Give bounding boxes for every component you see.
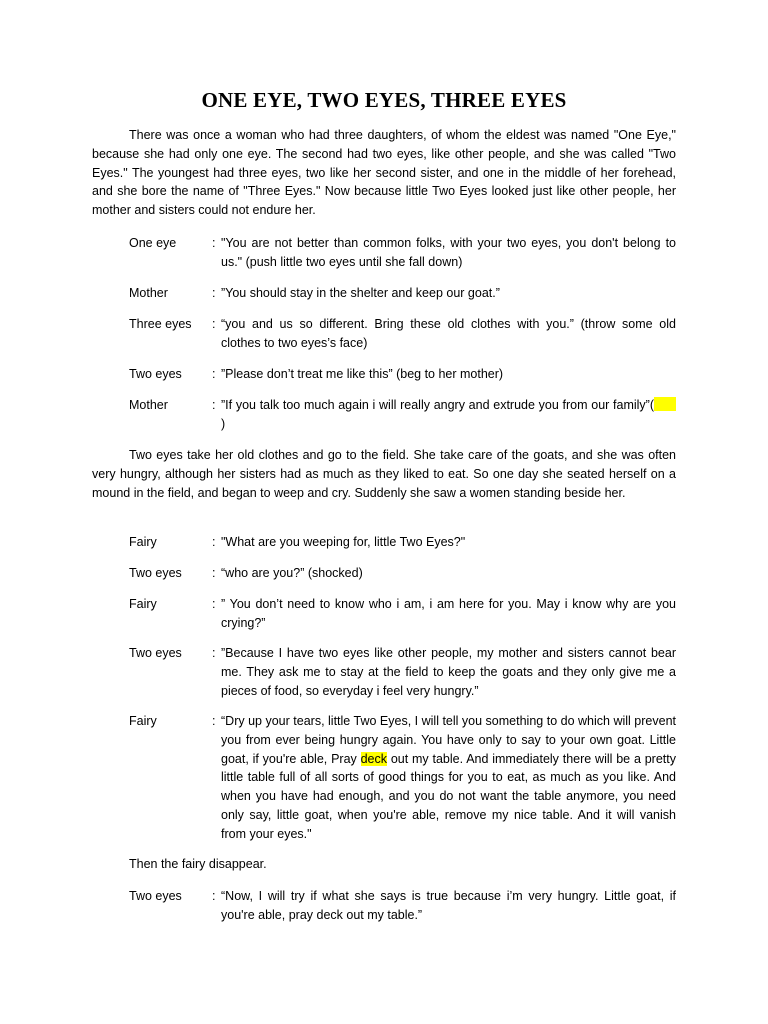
speaker: Mother: [129, 398, 168, 412]
dialogue-text: ”You should stay in the shelter and keep our goat.”: [221, 286, 500, 300]
colon: :: [212, 889, 216, 903]
colon: :: [212, 398, 216, 412]
dialogue-text: [221, 712, 676, 844]
highlight-mark: [654, 397, 676, 411]
dialogue-text: “who are you?” (shocked): [221, 566, 363, 580]
colon: :: [212, 535, 216, 549]
speaker: Two eyes: [129, 889, 182, 903]
dialogue-text: "What are you weeping for, little Two Eyes?": [221, 535, 466, 549]
colon: :: [212, 714, 216, 728]
speaker: Fairy: [129, 535, 157, 549]
colon: :: [212, 236, 216, 250]
story-title: ONE EYE, TWO EYES, THREE EYES: [201, 88, 567, 112]
dialogue-text-part: ”If you talk too much again i will really angry and extrude you from our family”(: [221, 398, 654, 412]
dialogue-text: ” You don’t need to know who i am, i am here for you. May i know why are you crying?”: [221, 597, 676, 630]
speaker: Two eyes: [129, 646, 182, 660]
colon: :: [212, 286, 216, 300]
speaker: Three eyes: [129, 317, 192, 331]
colon: :: [212, 367, 216, 381]
colon: :: [212, 646, 216, 660]
speaker: Mother: [129, 286, 168, 300]
narration-line: Then the fairy disappear.: [129, 857, 267, 871]
paragraph-intro: There was once a woman who had three daughters, of whom the eldest was named "One Eye," because she had only one eye. The second had two eyes, like other people, and she was called "Two Eyes." The youngest had three eyes, two like her second sister, and one in the middle of her forehead, and she bore the name of "Three Eyes." Now because little Two Eyes looked just like other people, her mother and sisters could not endure her.: [92, 128, 676, 218]
speaker: Two eyes: [129, 566, 182, 580]
colon: :: [212, 597, 216, 611]
colon: :: [212, 317, 216, 331]
dialogue-text-part: out my table. And immediately there will be a pretty little table full of all sorts of good things for you to eat, as much as you like. And when you have had enough, and you do not want the table anymore, you need only say, little goat, when you're able, remove my nice table. And it will vanish from your eyes.": [221, 751, 676, 841]
dialogue-text: "You are not better than common folks, with your two eyes, you don't belong to us." (push little two eyes until she fall down): [221, 236, 676, 269]
speaker: Two eyes: [129, 367, 182, 381]
speaker: Fairy: [129, 597, 157, 611]
highlighted-word: deck: [360, 751, 387, 766]
dialogue-text-part: “Dry up your tears, little Two Eyes, I will tell you something to do which will prevent you from ever being hungry again. You have only to say to your own goat. Little goat, if you're able, Pray: [221, 714, 676, 766]
dialogue-text: [221, 396, 676, 434]
colon: :: [212, 566, 216, 580]
speaker: Fairy: [129, 714, 157, 728]
dialogue-text: ”Because I have two eyes like other people, my mother and sisters cannot bear me. They ask me to stay at the field to keep the goats and they only give me a pieces of food, so everyday i feel very hungry.”: [221, 646, 676, 698]
paragraph-field: Two eyes take her old clothes and go to the field. She take care of the goats, and she was often very hungry, although her sisters had as much as they liked to eat. So one day she seated herself on a mound in the field, and began to weep and cry. Suddenly she saw a women standing beside her.: [92, 448, 676, 500]
dialogue-text: “Now, I will try if what she says is true because i’m very hungry. Little goat, if you're able, pray deck out my table.”: [221, 889, 676, 922]
dialogue-text: “you and us so different. Bring these old clothes with you.” (throw some old clothes to two eyes’s face): [221, 317, 676, 350]
dialogue-text-part: ): [221, 416, 226, 431]
speaker: One eye: [129, 236, 177, 250]
dialogue-text: ”Please don’t treat me like this” (beg to her mother): [221, 367, 504, 381]
